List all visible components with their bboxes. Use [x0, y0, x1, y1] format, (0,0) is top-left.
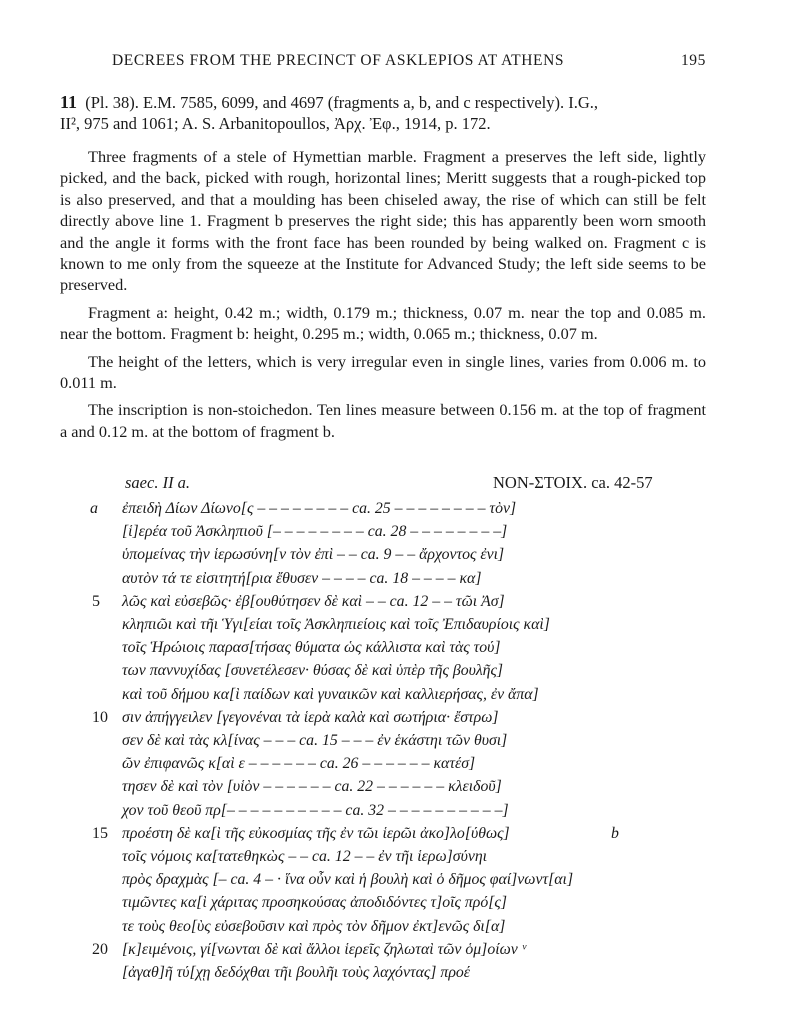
line-number: 20: [92, 940, 108, 958]
line-text: ἐπειδὴ Δίων Δίωνο[ς – – – – – – – – ca. 25 – – – – – – – – τὸν]: [122, 500, 517, 517]
inscription-date: saec. II a.: [125, 473, 191, 492]
line-text: [κ]ειμένοις, γί[νωνται δὲ καὶ ἄλλοι ἱερεῖς ζηλωταὶ τῶν ὁμ]οίων ᵛ: [122, 940, 527, 958]
entry-heading: [60, 92, 598, 134]
page-number: 195: [680, 52, 706, 69]
fragment-marker: b: [611, 824, 619, 842]
paragraph-description: Three fragments of a stele of Hymettian marble. Fragment a preserves the left side, lightly picked, and the back, picked with rough, horizontal lines; Meritt suggests that a rough-picked top is also preserved, and that a moulding has been chiseled away, the rise of which can still be felt directly above line 1. Fragment b preserves the right side; this has apparently been worn smooth and the angle it forms with the front face has been rounded by being walked on. Fragment c is known to me only from the squeeze at the Institute for Advanced Study; the left side seems to be preserved.: [60, 147, 706, 295]
running-head-title: DECREES FROM THE PRECINCT OF ASKLEPIOS AT ATHENS: [112, 52, 565, 69]
inscription-line: [60, 570, 760, 591]
fragment-marker: a: [90, 500, 98, 517]
inscription-line: [60, 848, 760, 869]
line-text: τοῖς Ἡρώιοις παρασ[τήσας θύματα ὡς κάλλιστα καὶ τὰς τού]: [122, 639, 501, 657]
line-text: κληπιῶι καὶ τῆι Ὑγι[είαι τοῖς Ἀσκληπιείοις καὶ τοῖς Ἐπιδαυρίοις καὶ]: [122, 616, 550, 633]
inscription-line: [60, 593, 760, 614]
line-text: τησεν δὲ καὶ τὸν [υἱὸν – – – – – – ca. 22 – – – – – – κλειδοῦ]: [122, 778, 502, 796]
entry-reference-line2: II², 975 and 1061; A. S. Arbanitopoullos, Ἀρχ. Ἐφ., 1914, p. 172.: [60, 114, 491, 133]
inscription-line: [60, 918, 760, 939]
line-number: 15: [92, 824, 108, 842]
line-text: σιν ἀπήγγειλεν [γεγονέναι τὰ ἱερὰ καλὰ καὶ σωτήρια· ἔστρω]: [122, 708, 499, 726]
inscription-line: [60, 523, 760, 544]
inscription-line: [60, 778, 760, 799]
inscription-style: ΝΟΝ-ΣΤΟΙΧ. ca. 42-57: [493, 473, 653, 492]
line-text: τιμῶντες κα[ὶ χάριτας προσηκούσας ἀποδιδόντες τ]οῖς πρό[ς]: [122, 894, 507, 912]
entry-number: 11: [60, 92, 78, 112]
inscription-line: [60, 686, 760, 707]
inscription-line: [60, 662, 760, 683]
inscription-line: [60, 709, 760, 730]
inscription-line: [60, 755, 760, 776]
inscription-line: [60, 871, 760, 892]
line-text: χον τοῦ θεοῦ πρ[– – – – – – – – – – ca. 32 – – – – – – – – – –]: [122, 801, 509, 819]
paragraph-dimensions: Fragment a: height, 0.42 m.; width, 0.179 m.; thickness, 0.07 m. near the top and 0.085 m. near the bottom. Fragment b: height, 0.295 m.; width, 0.065 m.; thickness, 0.07 m.: [60, 302, 706, 344]
paragraph-stoichedon: The inscription is non-stoichedon. Ten lines measure between 0.156 m. at the top of fragment a and 0.12 m. at the bottom of fragment b.: [60, 400, 706, 441]
line-text: πρὸς δραχμὰς [– ca. 4 – · ἵνα οὖν καὶ ἡ βουλὴ καὶ ὁ δῆμος φαί]νωντ[αι]: [122, 871, 574, 889]
inscription-line: [60, 964, 760, 985]
line-text: ῶν ἐπιφανῶς κ[αὶ ε – – – – – – ca. 26 – – – – – – κατέσ]: [122, 755, 476, 773]
line-text: τοῖς νόμοις κα[τατεθηκὼς – – ca. 12 – – ἐν τῆι ἱερω]σύνηι: [122, 848, 488, 865]
inscription-line: [60, 546, 760, 567]
line-text: των παννυχίδας [συνετέλεσεν· θύσας δὲ καὶ ὑπὲρ τῆς βουλῆς]: [122, 662, 504, 680]
paragraph-letter-height: The height of the letters, which is very irregular even in single lines, varies from 0.006 m. to 0.011 m.: [60, 351, 706, 393]
line-text: [ἱ]ερέα τοῦ Ἀσκληπιοῦ [– – – – – – – – ca. 28 – – – – – – – –]: [122, 523, 508, 541]
inscription-line: [60, 941, 760, 962]
inscription-line: [60, 639, 760, 660]
line-text: τε τοὺς θεο[ὺς εὐσεβοῦσιν καὶ πρὸς τὸν δῆμον ἐκτ]ενῶς δι[α]: [122, 917, 506, 935]
line-number: 10: [92, 708, 108, 726]
line-text: [ἀγαθ]ῆ τύ[χῃ δεδόχθαι τῆι βουλῆι τοὺς λαχόντας] προέ: [122, 964, 471, 981]
description-body: [60, 146, 706, 442]
inscription-line: [60, 825, 760, 846]
entry-reference-line1: (Pl. 38). E.M. 7585, 6099, and 4697 (fragments a, b, and c respectively). I.G.,: [85, 93, 599, 112]
inscription-line: [60, 732, 760, 753]
inscription-line: [60, 500, 760, 521]
line-number: 5: [92, 592, 100, 610]
line-text: καὶ τοῦ δήμου κα[ὶ παίδων καὶ γυναικῶν καὶ καλλιερήσας, ἐν ἄπα]: [122, 685, 539, 703]
inscription-line: [60, 894, 760, 915]
line-text: σεν δὲ καὶ τὰς κλ[ίνας – – – ca. 15 – – – ἐν ἑκάστηι τῶν θυσι]: [122, 732, 508, 749]
line-text: ὑπομείνας τὴν ἱερωσύνη[ν τὸν ἐπὶ – – ca. 9 – – ἄρχοντος ἐνι]: [122, 546, 505, 564]
line-text: λῶς καὶ εὐσεβῶς· ἐβ[ουθύτησεν δὲ καὶ – – ca. 12 – – τῶι Ἀσ]: [122, 592, 505, 610]
line-text: αυτὸν τά τε εἰσιτητή[ρια ἔθυσεν – – – – ca. 18 – – – – κα]: [122, 569, 482, 587]
inscription-line: [60, 802, 760, 823]
inscription-line: [60, 616, 760, 637]
line-text: προέστη δὲ κα[ὶ τῆς εὐκοσμίας τῆς ἐν τῶι ἱερῶι ἀκο]λο[ύθως]: [122, 824, 510, 842]
